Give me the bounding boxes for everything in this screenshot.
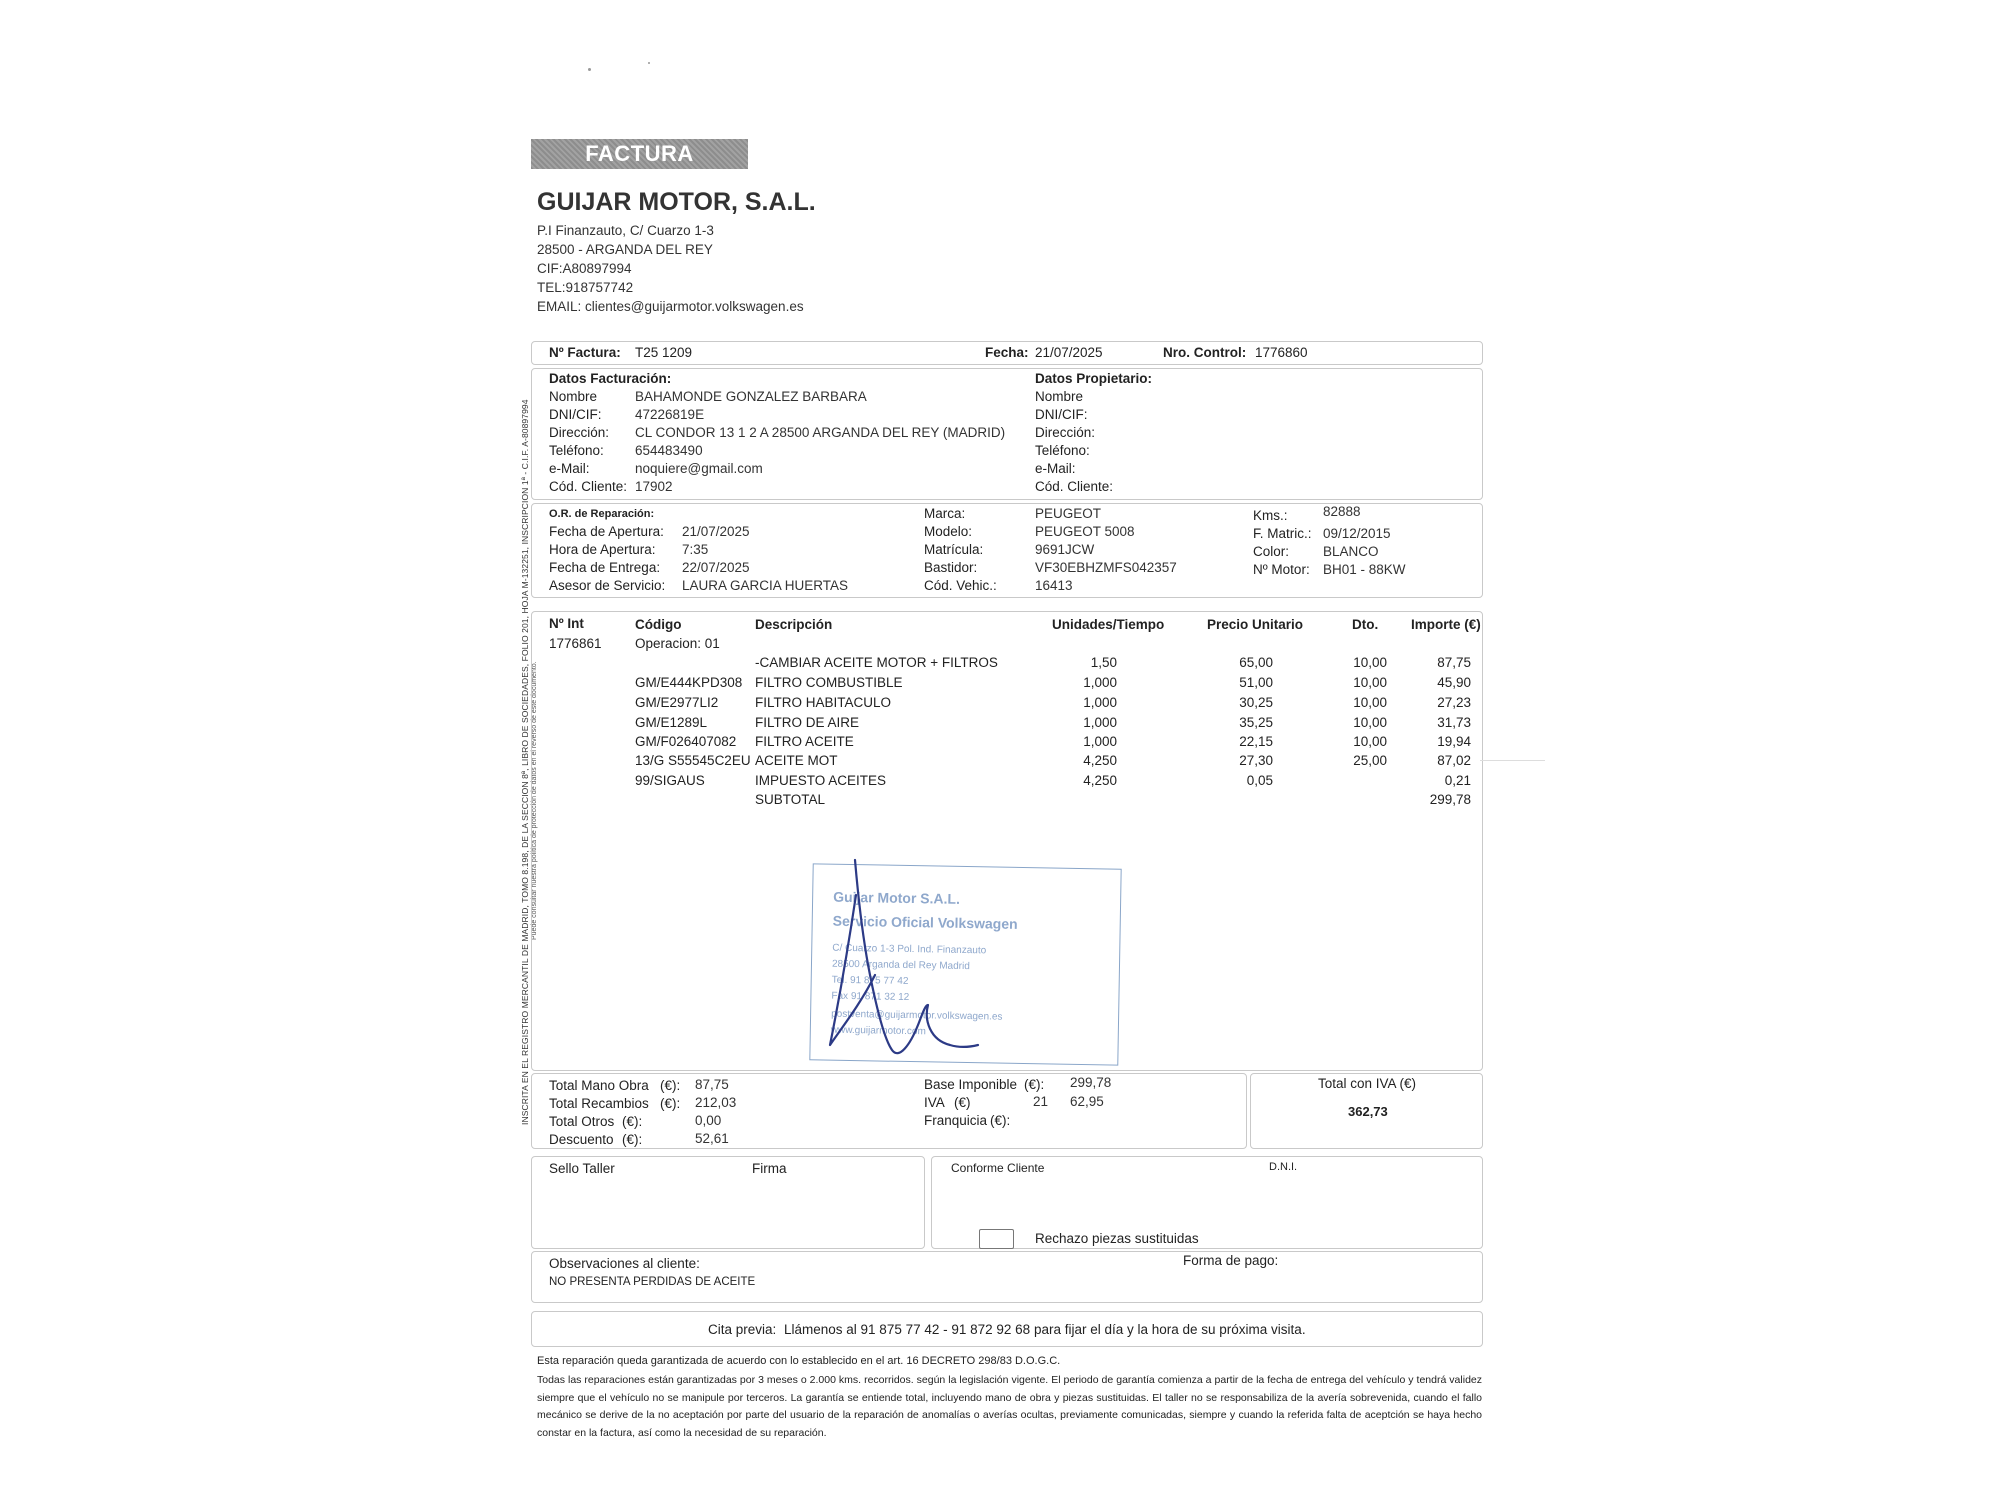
- line-precio: 0,05: [1246, 773, 1273, 788]
- control-number: 1776860: [1255, 345, 1308, 360]
- color: BLANCO: [1323, 544, 1379, 559]
- line-codigo: 13/G S55545C2EU: [635, 753, 751, 768]
- line-codigo: GM/E2977LI2: [635, 695, 719, 710]
- grand-total-label: Total con IVA (€): [1318, 1076, 1417, 1091]
- company-email: EMAIL: clientes@guijarmotor.volkswagen.es: [537, 299, 804, 314]
- appointment-prefix: Cita previa:: [708, 1322, 777, 1337]
- line-precio: 35,25: [1239, 715, 1273, 730]
- line-descripcion: FILTRO COMBUSTIBLE: [755, 675, 903, 690]
- line-codigo: 99/SIGAUS: [635, 773, 705, 788]
- line-descripcion: ACEITE MOT: [755, 753, 838, 768]
- owner-client-code-label: Cód. Cliente:: [1035, 479, 1114, 494]
- owner-title: Datos Propietario:: [1035, 371, 1153, 386]
- discount-unit: (€):: [622, 1132, 643, 1147]
- registration-date: 09/12/2015: [1323, 526, 1391, 541]
- company-city: 28500 - ARGANDA DEL REY: [537, 242, 713, 257]
- model: PEUGEOT 5008: [1035, 524, 1135, 539]
- discount-label: Descuento: [549, 1132, 614, 1147]
- line-importe: 299,78: [1429, 792, 1471, 807]
- col-header-importe: Importe (€): [1411, 617, 1481, 632]
- observations-label: Observaciones al cliente:: [549, 1256, 700, 1271]
- line-dto: 10,00: [1353, 695, 1387, 710]
- col-header-descripcion: Descripción: [755, 617, 833, 632]
- kms: 82888: [1323, 504, 1361, 519]
- grand-total: 362,73: [1348, 1104, 1388, 1119]
- labor-total-unit: (€):: [660, 1078, 681, 1093]
- service-advisor-label: Asesor de Servicio:: [549, 578, 666, 593]
- billing-dni-label: DNI/CIF:: [549, 407, 602, 422]
- observations-text: NO PRESENTA PERDIDAS DE ACEITE: [549, 1276, 756, 1288]
- owner-phone-label: Teléfono:: [1035, 443, 1090, 458]
- registry-side-text: INSCRITA EN EL REGISTRO MERCANTIL DE MADRID, TOMO 8.198, DE LA SECCION 8ª, LIBRO DE SOCIEDADES, FOLIO 201, HOJA M-132251, INSCRIPCION 1ª - C.I.F. A-80897994: [520, 399, 530, 1125]
- stamp-line: C/ Cuarzo 1-3 Pol. Ind. Finanzauto: [832, 942, 987, 957]
- opening-date-label: Fecha de Apertura:: [549, 524, 664, 539]
- delivery-date: 22/07/2025: [682, 560, 750, 575]
- labor-total: 87,75: [695, 1077, 729, 1092]
- line-unidades: 1,000: [1083, 675, 1117, 690]
- owner-email-label: e-Mail:: [1035, 461, 1076, 476]
- line-codigo: GM/E1289L: [635, 715, 708, 730]
- stamp-line: Servicio Oficial Volkswagen: [832, 912, 1018, 932]
- scan-mark: [1480, 760, 1545, 761]
- line-codigo: GM/F026407082: [635, 734, 737, 749]
- taxable-base-unit: (€):: [1024, 1077, 1045, 1092]
- billing-title: Datos Facturación:: [549, 371, 672, 386]
- line-importe: 19,94: [1437, 734, 1471, 749]
- billing-email: noquiere@gmail.com: [635, 461, 763, 476]
- repair-order-title: O.R. de Reparación:: [549, 508, 655, 520]
- line-descripcion: FILTRO ACEITE: [755, 734, 854, 749]
- parts-total: 212,03: [695, 1095, 737, 1110]
- line-importe: 31,73: [1437, 715, 1471, 730]
- control-number-label: Nro. Control:: [1163, 345, 1247, 360]
- line-unidades: 1,000: [1083, 715, 1117, 730]
- brand-label: Marca:: [924, 506, 966, 521]
- stamp-line: postventa@guijarmotor.volkswagen.es: [831, 1008, 1003, 1023]
- parts-total-unit: (€):: [660, 1096, 681, 1111]
- warranty-decree: Esta reparación queda garantizada de acuerdo con lo establecido en el art. 16 DECRETO 298/83 D.O.G.C.: [537, 1355, 1061, 1367]
- line-precio: 22,15: [1239, 734, 1273, 749]
- billing-address-label: Dirección:: [549, 425, 610, 440]
- workshop-seal-label: Sello Taller: [549, 1161, 615, 1176]
- stamp-line: www.guijarmotor.com: [830, 1024, 926, 1038]
- col-header-codigo: Código: [635, 617, 682, 632]
- owner-dni-label: DNI/CIF:: [1035, 407, 1088, 422]
- reject-parts-label: Rechazo piezas sustituidas: [1035, 1231, 1199, 1246]
- warranty-terms: Todas las reparaciones están garantizadas por 3 meses o 2.000 kms. recorridos. según la legislación vigente. El periodo de garantía comienza a partir de la fecha de entrega del vehículo y tendrá validez siempre que el vehículo no se manipule por terceros. La garantía se entiende total, incluyendo mano de obra y piezas sustituidas. El taller no se responsabiliza de la avería sobrevenida, cuando el fallo mecánico se derive de la no aceptación por parte del usuario de la reparación de anomalías o averías ocultas, previamente comunicadas, siempre y cuando la referida falta de aceptción se haya hecho constar en la factura, así como la necesidad de su reparación.: [537, 1374, 1482, 1439]
- operation-nint: 1776861: [549, 636, 602, 651]
- stamp-line: Fax 91 871 32 12: [831, 990, 910, 1004]
- owner-name-label: Nombre: [1035, 389, 1084, 404]
- billing-name: BAHAMONDE GONZALEZ BARBARA: [635, 389, 867, 404]
- scan-speck: [648, 62, 650, 64]
- opening-time: 7:35: [682, 542, 709, 557]
- handwritten-signature: [800, 855, 1000, 1065]
- stamp-line: 28500 Arganda del Rey Madrid: [831, 958, 970, 973]
- line-dto: 10,00: [1353, 715, 1387, 730]
- brand: PEUGEOT: [1035, 506, 1102, 521]
- company-name: GUIJAR MOTOR, S.A.L.: [537, 188, 816, 216]
- other-total-label: Total Otros: [549, 1114, 615, 1129]
- line-descripcion: FILTRO DE AIRE: [755, 715, 860, 730]
- company-phone: TEL:918757742: [537, 280, 634, 295]
- line-unidades: 1,000: [1083, 734, 1117, 749]
- line-codigo: GM/E444KPD308: [635, 675, 743, 690]
- owner-address-label: Dirección:: [1035, 425, 1096, 440]
- privacy-side-text: Puede consultar nuestra política de protección de datos en el reverso de este documento.: [531, 661, 538, 940]
- line-dto: 25,00: [1353, 753, 1387, 768]
- other-total: 0,00: [695, 1113, 722, 1128]
- vat-amount: 62,95: [1070, 1094, 1104, 1109]
- stamp-line: Tel. 91 875 77 42: [831, 974, 909, 988]
- invoice-date: 21/07/2025: [1035, 345, 1103, 360]
- stamp-line: Guijar Motor S.A.L.: [833, 888, 961, 907]
- line-importe: 27,23: [1437, 695, 1471, 710]
- engine-number: BH01 - 88KW: [1323, 562, 1406, 577]
- billing-phone-label: Teléfono:: [549, 443, 604, 458]
- document-title: FACTURA: [531, 139, 748, 169]
- line-unidades: 4,250: [1083, 773, 1117, 788]
- other-total-unit: (€):: [622, 1114, 643, 1129]
- line-unidades: 4,250: [1083, 753, 1117, 768]
- vat-label: IVA: [924, 1095, 945, 1110]
- plate-label: Matrícula:: [924, 542, 984, 557]
- engine-number-label: Nº Motor:: [1253, 562, 1310, 577]
- excess-label: Franquicia: [924, 1113, 988, 1128]
- line-descripcion: -CAMBIAR ACEITE MOTOR + FILTROS: [755, 655, 998, 670]
- chassis: VF30EBHZMFS042357: [1035, 560, 1177, 575]
- line-dto: 10,00: [1353, 734, 1387, 749]
- opening-time-label: Hora de Apertura:: [549, 542, 656, 557]
- model-label: Modelo:: [924, 524, 973, 539]
- chassis-label: Bastidor:: [924, 560, 978, 575]
- billing-email-label: e-Mail:: [549, 461, 590, 476]
- col-header-precio: Precio Unitario: [1207, 617, 1304, 632]
- labor-total-label: Total Mano Obra: [549, 1078, 649, 1093]
- opening-date: 21/07/2025: [682, 524, 750, 539]
- line-precio: 27,30: [1239, 753, 1273, 768]
- invoice-date-label: Fecha:: [985, 345, 1029, 360]
- line-importe: 87,75: [1437, 655, 1471, 670]
- color-label: Color:: [1253, 544, 1290, 559]
- customer-conformity-label: Conforme Cliente: [951, 1161, 1045, 1175]
- service-advisor: LAURA GARCIA HUERTAS: [682, 578, 849, 593]
- vehicle-code: 16413: [1035, 578, 1073, 593]
- reject-parts-checkbox[interactable]: [979, 1229, 1014, 1249]
- line-descripcion: FILTRO HABITACULO: [755, 695, 892, 710]
- line-unidades: 1,50: [1090, 655, 1117, 670]
- vat-rate: 21: [1033, 1094, 1049, 1109]
- excess-unit: (€):: [990, 1113, 1011, 1128]
- discount: 52,61: [695, 1131, 729, 1146]
- taxable-base: 299,78: [1070, 1075, 1112, 1090]
- col-header-nint: Nº Int: [549, 616, 584, 631]
- appointment-text: Llámenos al 91 875 77 42 - 91 872 92 68 para fijar el día y la hora de su próxima visita.: [784, 1322, 1306, 1337]
- parts-total-label: Total Recambios: [549, 1096, 649, 1111]
- billing-dni: 47226819E: [635, 407, 705, 422]
- operation-label: Operacion: 01: [635, 636, 720, 651]
- line-importe: 87,02: [1437, 753, 1471, 768]
- billing-client-code: 17902: [635, 479, 673, 494]
- line-importe: 45,90: [1437, 675, 1471, 690]
- billing-phone: 654483490: [635, 443, 703, 458]
- col-header-unidades: Unidades/Tiempo: [1052, 617, 1165, 632]
- line-precio: 30,25: [1239, 695, 1273, 710]
- line-unidades: 1,000: [1083, 695, 1117, 710]
- customer-id-label: D.N.I.: [1269, 1161, 1298, 1173]
- registration-date-label: F. Matric.:: [1253, 526, 1312, 541]
- line-dto: 10,00: [1353, 675, 1387, 690]
- line-descripcion: SUBTOTAL: [755, 792, 826, 807]
- signature-label: Firma: [752, 1161, 787, 1176]
- company-address: P.I Finanzauto, C/ Cuarzo 1-3: [537, 223, 714, 238]
- vat-unit: (€): [954, 1095, 971, 1110]
- invoice-number: T25 1209: [635, 345, 693, 360]
- taxable-base-label: Base Imponible: [924, 1077, 1018, 1092]
- plate: 9691JCW: [1035, 542, 1095, 557]
- company-cif: CIF:A80897994: [537, 261, 632, 276]
- line-descripcion: IMPUESTO ACEITES: [755, 773, 887, 788]
- billing-name-label: Nombre: [549, 389, 598, 404]
- vehicle-code-label: Cód. Vehic.:: [924, 578, 997, 593]
- billing-address: CL CONDOR 13 1 2 A 28500 ARGANDA DEL REY (MADRID): [635, 425, 1006, 440]
- invoice-number-label: Nº Factura:: [549, 345, 621, 360]
- payment-method-label: Forma de pago:: [1183, 1253, 1279, 1268]
- line-dto: 10,00: [1353, 655, 1387, 670]
- delivery-date-label: Fecha de Entrega:: [549, 560, 661, 575]
- kms-label: Kms.:: [1253, 508, 1288, 523]
- line-precio: 51,00: [1239, 675, 1273, 690]
- billing-client-code-label: Cód. Cliente:: [549, 479, 628, 494]
- scan-speck: [588, 68, 591, 71]
- line-importe: 0,21: [1444, 773, 1471, 788]
- line-precio: 65,00: [1239, 655, 1273, 670]
- col-header-dto: Dto.: [1352, 617, 1379, 632]
